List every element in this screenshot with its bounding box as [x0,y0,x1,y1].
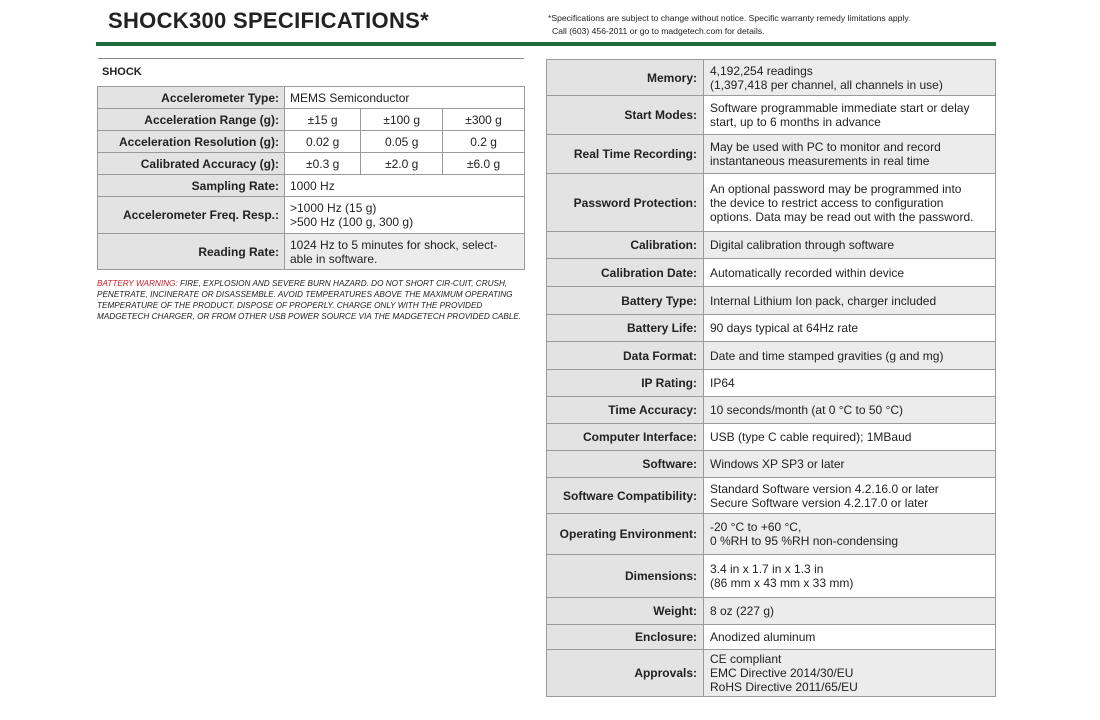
spec-label: Time Accuracy: [547,397,704,424]
spec-label: Start Modes: [547,96,704,135]
spec-value-line: start, up to 6 months in advance [710,115,881,129]
spec-value-line: instantaneous measurements in real time [710,154,930,168]
freq-resp-value [285,197,525,234]
spec-value-line: the device to restrict access to configuration [710,195,944,210]
spec-value-line: USB (type C cable required); 1MBaud [710,430,912,444]
disclaimer-line-2: Call (603) 456-2011 or go to madgetech.com for details. [552,26,765,36]
range-label: Acceleration Range (g): [98,109,285,131]
spec-row [547,342,996,370]
freq-resp-line-2: >500 Hz (100 g, 300 g) [290,215,414,229]
reading-rate-value [285,234,525,270]
freq-resp-line-1: >1000 Hz (15 g) [290,201,377,215]
spec-value-line: (86 mm x 43 mm x 33 mm) [710,576,854,590]
spec-value-line: Standard Software version 4.2.16.0 or later [710,481,939,496]
shock-spec-table [97,86,525,270]
spec-row [547,174,996,232]
accuracy-value-2: ±2.0 g [361,153,443,175]
spec-value-line: 10 seconds/month (at 0 °C to 50 °C) [710,403,904,417]
disclaimer-line-1: *Specifications are subject to change without notice. Specific warranty remedy limitations apply. [548,13,911,23]
spec-label: Operating Environment: [547,514,704,555]
spec-value [704,135,996,174]
spec-value [704,370,996,397]
spec-value [704,625,996,650]
spec-value [704,315,996,342]
spec-value-line: May be used with PC to monitor and record [710,140,941,154]
spec-value-line: Windows XP SP3 or later [710,457,845,471]
page-title: SHOCK300 SPECIFICATIONS* [108,8,429,33]
reading-rate-label: Reading Rate: [98,234,285,270]
spec-label: Real Time Recording: [547,135,704,174]
accel-type-label: Accelerometer Type: [98,87,285,109]
table-row [98,153,525,175]
accuracy-value-3: ±6.0 g [443,153,525,175]
freq-resp-label: Accelerometer Freq. Resp.: [98,197,285,234]
range-value-2: ±100 g [361,109,443,131]
spec-value-line: IP64 [710,376,735,390]
spec-value-line: EMC Directive 2014/30/EU [710,666,854,680]
spec-label: Weight: [547,598,704,625]
table-row [98,234,525,270]
spec-label: IP Rating: [547,370,704,397]
spec-label: Dimensions: [547,555,704,598]
spec-row [547,555,996,598]
spec-value [704,60,996,96]
sampling-rate-label: Sampling Rate: [98,175,285,197]
shock-section-title: SHOCK [102,66,142,78]
spec-label: Battery Type: [547,287,704,315]
spec-row [547,598,996,625]
spec-row [547,60,996,96]
spec-value-line: 8 oz (227 g) [710,604,775,618]
spec-value-line: CE compliant [710,652,782,666]
table-row [98,131,525,153]
spec-value-line: Digital calibration through software [710,238,895,252]
spec-value-line: Internal Lithium Ion pack, charger included [710,293,937,308]
spec-row [547,287,996,315]
battery-warning [97,278,527,322]
spec-value-line: 90 days typical at 64Hz rate [710,321,859,335]
spec-row [547,451,996,478]
spec-value-line: 3.4 in x 1.7 in x 1.3 in [710,562,824,576]
spec-value [704,397,996,424]
header-divider [96,42,996,46]
spec-value [704,555,996,598]
spec-label: Computer Interface: [547,424,704,451]
spec-value [704,232,996,259]
spec-value [704,342,996,370]
spec-value [704,259,996,287]
spec-value-line: Secure Software version 4.2.17.0 or later [710,495,929,510]
spec-value-line: An optional password may be programmed into [710,181,962,196]
spec-label: Calibration Date: [547,259,704,287]
spec-label: Battery Life: [547,315,704,342]
accuracy-label: Calibrated Accuracy (g): [98,153,285,175]
spec-value [704,598,996,625]
resolution-value-1: 0.02 g [285,131,361,153]
reading-rate-line-2: able in software. [290,251,378,266]
spec-value-line: Software programmable immediate start or delay [710,101,970,115]
accuracy-value-1: ±0.3 g [285,153,361,175]
spec-row [547,135,996,174]
table-row [98,197,525,234]
spec-label: Password Protection: [547,174,704,232]
spec-label: Software Compatibility: [547,478,704,514]
resolution-label: Acceleration Resolution (g): [98,131,285,153]
spec-label: Approvals: [547,650,704,697]
spec-row [547,424,996,451]
spec-row [547,625,996,650]
spec-value-line: RoHS Directive 2011/65/EU [710,680,858,694]
warning-prefix: BATTERY WARNING: [97,279,178,288]
spec-value [704,451,996,478]
spec-row [547,478,996,514]
spec-row [547,650,996,697]
spec-value-line: (1,397,418 per channel, all channels in use) [710,77,943,92]
table-row [98,175,525,197]
resolution-value-2: 0.05 g [361,131,443,153]
resolution-value-3: 0.2 g [443,131,525,153]
table-row [98,87,525,109]
spec-value [704,96,996,135]
spec-row [547,232,996,259]
spec-value-line: Anodized aluminum [710,630,816,644]
spec-row [547,96,996,135]
general-spec-table [546,59,996,697]
table-row [98,109,525,131]
sampling-rate-value: 1000 Hz [285,175,525,197]
spec-label: Software: [547,451,704,478]
spec-row [547,259,996,287]
range-value-1: ±15 g [285,109,361,131]
spec-value [704,287,996,315]
spec-row [547,397,996,424]
spec-value-line: Automatically recorded within device [710,265,905,280]
disclaimer [548,12,910,38]
reading-rate-line-1: 1024 Hz to 5 minutes for shock, select- [290,237,498,252]
spec-value-line: 4,192,254 readings [710,63,813,78]
spec-label: Memory: [547,60,704,96]
spec-label: Enclosure: [547,625,704,650]
spec-value-line: -20 °C to +60 °C, [710,520,802,534]
spec-row [547,315,996,342]
spec-value-line: options. Data may be read out with the password. [710,209,974,224]
spec-value [704,424,996,451]
warning-text: FIRE, EXPLOSION AND SEVERE BURN HAZARD. DO NOT SHORT CIR-CUIT, CRUSH, PENETRATE, INCINERATE OR DISASSEMBLE. AVOID TEMPERATURES ABOVE THE MAXIMUM OPERATING TEMPERATURE OF THE PRODUCT. DISPOSE OF PROPERLY. CHARGE ONLY WITH THE PROVIDED MADGETECH CHARGER, OR FROM OTHER USB POWER SOURCE VIA THE MADGETECH PROVIDED CABLE. [97,279,522,321]
spec-label: Calibration: [547,232,704,259]
spec-value-line: 0 %RH to 95 %RH non-condensing [710,534,899,548]
spec-value-line: Date and time stamped gravities (g and mg) [710,348,944,363]
spec-row [547,370,996,397]
spec-value [704,174,996,232]
spec-row [547,514,996,555]
spec-label: Data Format: [547,342,704,370]
accel-type-value: MEMS Semiconductor [285,87,525,109]
section-divider [98,58,524,59]
spec-value [704,478,996,514]
spec-value [704,650,996,697]
spec-value [704,514,996,555]
range-value-3: ±300 g [443,109,525,131]
